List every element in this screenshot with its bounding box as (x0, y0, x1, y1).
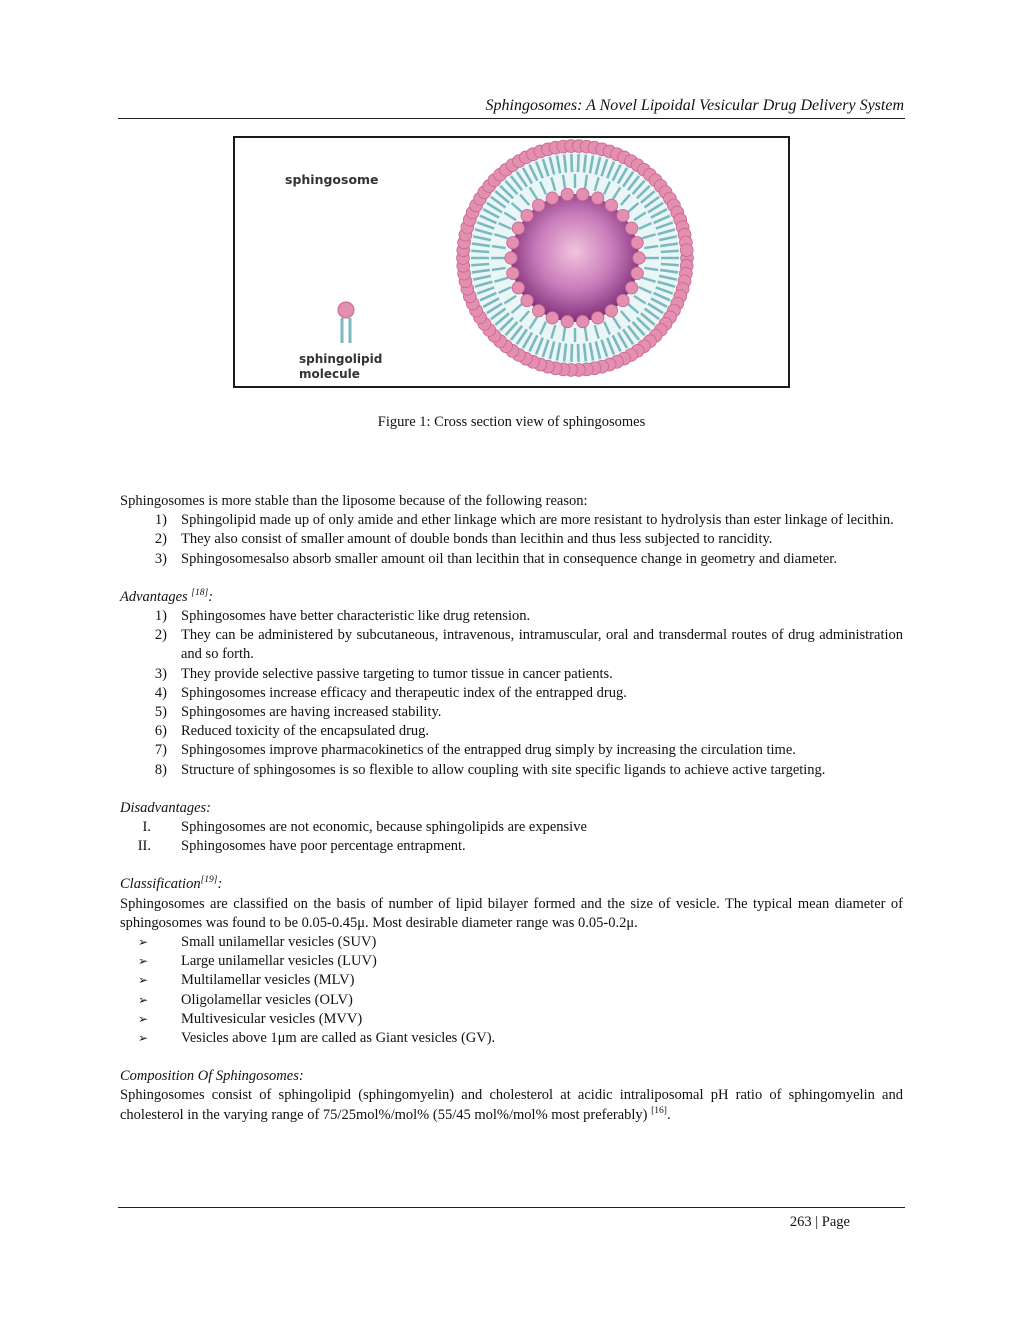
list-marker: I. (142, 819, 151, 836)
list-item (120, 933, 903, 952)
list-item (120, 530, 903, 549)
list-item-text: Sphingosomes are not economic, because sphingolipids are expensive (181, 819, 587, 836)
list-item-text: Sphingosomes increase efficacy and therapeutic index of the entrapped drug. (181, 684, 627, 701)
list-item (120, 971, 903, 990)
list-item (120, 703, 903, 722)
header-rule (118, 118, 905, 119)
list-marker: 4) (154, 684, 167, 701)
list-marker: 3) (154, 550, 167, 567)
list-item (120, 818, 903, 837)
classification-heading: Classification[19]: (120, 875, 223, 893)
list-item-text: They also consist of smaller amount of double bonds than lecithin and thus less subjected to rancidity. (181, 531, 773, 548)
list-item-text: Structure of sphingosomes is so flexible to allow coupling with site specific ligands to achieve active targeting. (181, 761, 826, 778)
list-item (120, 1029, 903, 1048)
list-marker: ➢ (138, 1011, 149, 1026)
label-sphingosome: sphingosome (285, 172, 379, 187)
list-item-text: Sphingosomes have better characteristic like drug retension. (181, 608, 531, 625)
article-body (120, 492, 903, 1125)
classification-paragraph: Sphingosomes are classified on the basis of number of lipid bilayer formed and the size of vesicle. The typical mean diameter of sphingosomes was found to be 0.05-0.45μ. Most desirable diameter range was 0.05-0.2μ. (120, 895, 903, 931)
list-marker: 8) (154, 761, 167, 778)
stability-reasons-list (120, 511, 903, 569)
list-marker: ➢ (138, 1031, 149, 1046)
running-title: Sphingosomes: A Novel Lipoidal Vesicular Drug Delivery System (485, 97, 904, 114)
list-marker: 2) (154, 627, 167, 644)
list-item (120, 741, 903, 760)
list-item (120, 952, 903, 971)
list-marker: 1) (154, 512, 167, 529)
list-item-text: Small unilamellar vesicles (SUV) (181, 934, 377, 951)
disadvantages-list (120, 818, 903, 856)
stability-lead: Sphingosomes is more stable than the liposome because of the following reason: (120, 493, 588, 509)
list-marker: 5) (154, 704, 167, 721)
composition-heading: Composition Of Sphingosomes: (120, 1068, 304, 1085)
label-sphingolipid: sphingolipid (299, 352, 383, 366)
list-item-text: Large unilamellar vesicles (LUV) (181, 953, 377, 970)
list-marker: ➢ (138, 935, 149, 950)
vesicle-types-list (120, 933, 903, 1048)
list-item (120, 511, 903, 530)
list-item-text: Sphingosomesalso absorb smaller amount oil than lecithin that in consequence change in geometry and diameter. (181, 550, 837, 567)
list-item-text: Multivesicular vesicles (MVV) (181, 1010, 363, 1027)
list-item-text: Sphingosomes have poor percentage entrapment. (181, 838, 466, 855)
advantages-heading: Advantages [18]: (120, 587, 214, 605)
sphingolipid-molecule-icon (338, 302, 354, 343)
list-item-text: Reduced toxicity of the encapsulated drug. (181, 723, 430, 740)
sphingosome-illustration (235, 138, 788, 386)
list-item-text: They can be administered by subcutaneous, intravenous, intramuscular, oral and transdermal routes of drug administration and so forth. (181, 627, 903, 663)
footer-rule (118, 1207, 905, 1208)
list-item-text: Sphingosomes are having increased stability. (181, 704, 442, 721)
page-number: 263 | Page (789, 1214, 850, 1230)
list-item (120, 761, 903, 780)
list-item (120, 550, 903, 569)
list-marker: II. (137, 838, 151, 855)
list-item-text: Vesicles above 1μm are called as Giant vesicles (GV). (181, 1030, 496, 1047)
vesicle-cross-section (457, 140, 694, 377)
list-item (120, 1010, 903, 1029)
list-item-text: Sphingolipid made up of only amide and ether linkage which are more resistant to hydrolysis than ester linkage of lecithin. (181, 512, 894, 529)
figure-1 (233, 136, 790, 388)
list-item-text: Multilamellar vesicles (MLV) (181, 972, 355, 989)
list-marker: 1) (154, 608, 167, 625)
list-item (120, 607, 903, 626)
list-item-text: Oligolamellar vesicles (OLV) (181, 991, 353, 1008)
list-item (120, 665, 903, 684)
label-molecule: molecule (299, 367, 360, 381)
list-marker: 3) (154, 665, 167, 682)
list-item-text: Sphingosomes improve pharmacokinetics of the entrapped drug simply by increasing the circulation time. (181, 742, 796, 759)
list-marker: 2) (154, 531, 167, 548)
figure-caption: Figure 1: Cross section view of sphingosomes (377, 414, 646, 430)
list-marker: ➢ (138, 954, 149, 969)
advantages-list (120, 607, 903, 780)
list-marker: ➢ (138, 992, 149, 1007)
list-item (120, 626, 903, 664)
list-marker: ➢ (138, 973, 149, 988)
list-item (120, 991, 903, 1010)
list-item (120, 684, 903, 703)
list-item (120, 837, 903, 856)
list-item (120, 722, 903, 741)
disadvantages-heading: Disadvantages: (120, 799, 212, 816)
composition-paragraph: Sphingosomes consist of sphingolipid (sphingomyelin) and cholesterol at acidic intraliposomal pH ratio of sphingomyelin and cholesterol in the varying range of 75/25mol%/mol% (55/45 mol%/mol% most preferably) [16]. (120, 1087, 903, 1123)
list-item-text: They provide selective passive targeting to tumor tissue in cancer patients. (181, 665, 613, 682)
list-marker: 7) (154, 742, 167, 759)
list-marker: 6) (154, 723, 167, 740)
